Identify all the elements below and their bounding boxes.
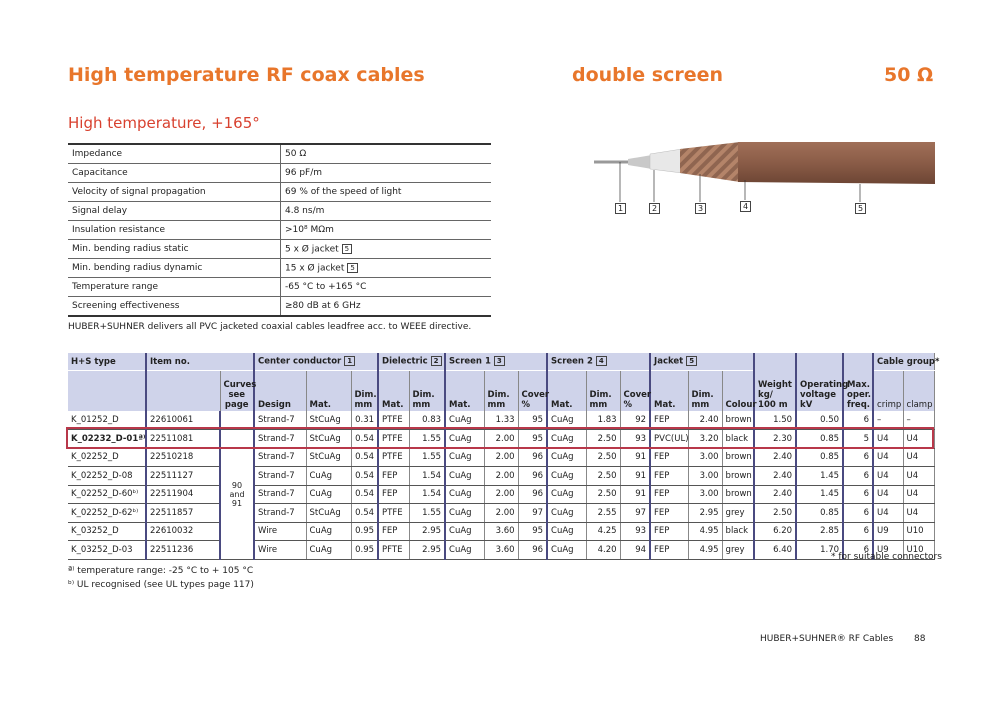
table-cell: Strand-7	[254, 504, 306, 523]
col-design: Design	[254, 371, 306, 412]
table-cell: 0.54	[351, 504, 378, 523]
table-cell: 2.40	[754, 448, 796, 467]
table-cell: PTFE	[378, 430, 409, 449]
table-cell: Strand-7	[254, 448, 306, 467]
table-cell: 6	[843, 467, 873, 486]
table-cell: 95	[518, 522, 547, 541]
table-cell: 92	[620, 411, 650, 430]
table-cell: 2.00	[484, 485, 518, 504]
table-cell: CuAg	[445, 448, 484, 467]
table-cell: CuAg	[547, 485, 586, 504]
cable-label-5: 5	[855, 203, 866, 214]
table-cell: 5	[843, 430, 873, 449]
property-value: >10⁸ MΩm	[281, 221, 492, 240]
table-cell: FEP	[650, 504, 688, 523]
table-cell: black	[722, 430, 754, 449]
table-cell: 3.00	[688, 448, 722, 467]
table-cell: FEP	[378, 485, 409, 504]
table-cell: U4	[873, 430, 903, 449]
table-cell: StCuAg	[306, 430, 351, 449]
col-voltage: Operating voltage kV	[796, 353, 843, 411]
property-value: ≥80 dB at 6 GHz	[281, 297, 492, 317]
table-cell: 96	[518, 541, 547, 560]
table-cell: CuAg	[445, 485, 484, 504]
table-cell: U4	[903, 467, 934, 486]
property-row	[68, 278, 491, 297]
col-screen1-cover: Cover %	[518, 371, 547, 412]
table-cell: StCuAg	[306, 504, 351, 523]
property-value: 69 % of the speed of light	[281, 183, 492, 202]
table-cell: 2.95	[409, 522, 445, 541]
ref-box: 5	[342, 244, 352, 254]
table-cell: CuAg	[445, 541, 484, 560]
table-cell: 91	[620, 467, 650, 486]
table-cell: K_02252_D-60ᵇ⁾	[68, 485, 146, 504]
property-key: Signal delay	[68, 202, 281, 221]
table-row	[68, 448, 934, 467]
table-cell: U9	[873, 522, 903, 541]
col-screen2-mat: Mat.	[547, 371, 586, 412]
table-cell: FEP	[650, 485, 688, 504]
col-crimp: crimp	[873, 371, 903, 412]
cable-label-4: 4	[740, 201, 751, 212]
property-key: Screening effectiveness	[68, 297, 281, 317]
lead-note: HUBER+SUHNER delivers all PVC jacketed coaxial cables leadfree acc. to WEEE directive.	[68, 322, 472, 332]
col-jacket: Jacket 5	[650, 353, 754, 371]
table-cell: CuAg	[445, 522, 484, 541]
table-cell: PFTE	[378, 541, 409, 560]
table-cell: 22511904	[146, 485, 220, 504]
col-screen2-dim: Dim. mm	[586, 371, 620, 412]
col-screen1: Screen 1 3	[445, 353, 547, 371]
table-cell: 93	[620, 430, 650, 449]
table-cell: brown	[722, 448, 754, 467]
table-cell: 0.54	[351, 467, 378, 486]
table-cell: 2.50	[586, 430, 620, 449]
table-cell: PTFE	[378, 504, 409, 523]
table-cell: 1.50	[754, 411, 796, 430]
table-cell: CuAg	[547, 541, 586, 560]
table-cell: CuAg	[547, 448, 586, 467]
table-cell: Strand-7	[254, 430, 306, 449]
property-row	[68, 183, 491, 202]
table-cell: 0.54	[351, 485, 378, 504]
page-footer	[760, 634, 925, 644]
table-cell: brown	[722, 411, 754, 430]
curves-reference: 90 and 91	[220, 430, 254, 560]
table-cell: Strand-7	[254, 411, 306, 430]
table-cell: U4	[903, 504, 934, 523]
property-value: 4.8 ns/m	[281, 202, 492, 221]
table-cell: U4	[903, 485, 934, 504]
table-cell: 22511236	[146, 541, 220, 560]
table-cell: grey	[722, 504, 754, 523]
table-cell: 2.00	[484, 467, 518, 486]
col-screen1-dim: Dim. mm	[484, 371, 518, 412]
highlighted-row-outline	[66, 427, 934, 449]
cable-label-2: 2	[649, 203, 660, 214]
property-row	[68, 144, 491, 164]
table-cell: 0.85	[796, 430, 843, 449]
table-cell: 3.00	[688, 467, 722, 486]
table-cell: brown	[722, 485, 754, 504]
footnote-a: ª⁾ temperature range: -25 °C to + 105 °C	[68, 566, 254, 576]
table-cell: U4	[873, 467, 903, 486]
table-cell: K_03252_D-03	[68, 541, 146, 560]
table-cell: U4	[903, 448, 934, 467]
properties-table	[68, 143, 491, 317]
cable-data-table	[68, 353, 940, 560]
property-row	[68, 259, 491, 278]
table-cell: U4	[873, 504, 903, 523]
table-cell: 1.45	[796, 467, 843, 486]
table-cell: CuAg	[445, 467, 484, 486]
table-cell: StCuAg	[306, 411, 351, 430]
table-cell: 4.20	[586, 541, 620, 560]
page-number: 88	[914, 634, 926, 644]
cable-label-1: 1	[615, 203, 626, 214]
table-cell: 3.60	[484, 522, 518, 541]
table-cell: 1.83	[586, 411, 620, 430]
table-cell: grey	[722, 541, 754, 560]
table-cell: 6	[843, 541, 873, 560]
table-cell: U9	[873, 541, 903, 560]
table-cell: FEP	[378, 522, 409, 541]
property-key: Min. bending radius dynamic	[68, 259, 281, 278]
table-cell: 2.50	[754, 504, 796, 523]
table-cell: 4.95	[688, 522, 722, 541]
table-cell: 0.50	[796, 411, 843, 430]
col-jacket-colour: Colour	[722, 371, 754, 412]
table-cell: 2.95	[409, 541, 445, 560]
table-cell: CuAg	[547, 467, 586, 486]
table-cell: 2.50	[586, 485, 620, 504]
table-cell: CuAg	[445, 504, 484, 523]
table-cell: 2.55	[586, 504, 620, 523]
table-cell: FEP	[378, 467, 409, 486]
property-key: Min. bending radius static	[68, 240, 281, 259]
table-cell: 6	[843, 448, 873, 467]
table-cell: 22610032	[146, 522, 220, 541]
col-jacket-mat: Mat.	[650, 371, 688, 412]
table-cell: 0.54	[351, 448, 378, 467]
table-cell: 2.00	[484, 430, 518, 449]
table-cell: PTFE	[378, 411, 409, 430]
table-cell: 22610061	[146, 411, 220, 430]
table-cell: FEP	[650, 522, 688, 541]
table-cell: 0.85	[796, 504, 843, 523]
table-cell: CuAg	[547, 430, 586, 449]
col-screen2: Screen 2 4	[547, 353, 650, 371]
table-row	[68, 485, 934, 504]
table-cell: FEP	[650, 467, 688, 486]
table-cell: 1.33	[484, 411, 518, 430]
table-cell: 6.40	[754, 541, 796, 560]
table-cell: 0.95	[351, 522, 378, 541]
table-cell: U4	[873, 448, 903, 467]
table-row	[68, 467, 934, 486]
table-row	[68, 522, 934, 541]
table-cell: 2.30	[754, 430, 796, 449]
table-cell: K_02252_D-62ᵇ⁾	[68, 504, 146, 523]
footnote-b: ᵇ⁾ UL recognised (see UL types page 117)	[68, 580, 254, 590]
table-cell: 1.54	[409, 467, 445, 486]
table-cell: 2.00	[484, 504, 518, 523]
table-cell: 2.85	[796, 522, 843, 541]
table-cell: CuAg	[306, 541, 351, 560]
table-cell: FEP	[650, 448, 688, 467]
connector-note: * for suitable connectors	[831, 552, 942, 562]
table-cell: 2.40	[754, 485, 796, 504]
table-cell: 4.25	[586, 522, 620, 541]
table-cell: K_02252_D-08	[68, 467, 146, 486]
table-cell: 0.31	[351, 411, 378, 430]
property-value: 15 x Ø jacket 5	[281, 259, 492, 278]
property-value: 50 Ω	[281, 144, 492, 164]
col-hs-type: H+S type	[68, 353, 146, 371]
table-cell: CuAg	[306, 485, 351, 504]
col-dielectric: Dielectric 2	[378, 353, 445, 371]
table-row	[68, 541, 934, 560]
cable-illustration	[590, 140, 935, 224]
table-cell: CuAg	[306, 467, 351, 486]
table-cell: U10	[903, 522, 934, 541]
col-cable-group: Cable group*	[873, 353, 934, 371]
col-max-freq: Max. oper. freq.	[843, 353, 873, 411]
table-cell: FEP	[650, 541, 688, 560]
table-cell: K_02232_D-01ª⁾	[68, 430, 146, 449]
table-cell: 6	[843, 485, 873, 504]
col-dielectric-dim: Dim. mm	[409, 371, 445, 412]
col-center-conductor: Center conductor 1	[254, 353, 378, 371]
col-weight: Weight kg/ 100 m	[754, 353, 796, 411]
property-row	[68, 202, 491, 221]
ref-box: 5	[347, 263, 357, 273]
table-cell: CuAg	[445, 411, 484, 430]
table-cell: 3.00	[688, 485, 722, 504]
property-key: Impedance	[68, 144, 281, 164]
table-cell: StCuAg	[306, 448, 351, 467]
table-cell: –	[903, 411, 934, 430]
col-screen2-cover: Cover %	[620, 371, 650, 412]
table-cell: 2.40	[754, 467, 796, 486]
table-cell: Wire	[254, 541, 306, 560]
col-dielectric-mat: Mat.	[378, 371, 409, 412]
table-cell: 0.95	[351, 541, 378, 560]
table-cell: 97	[518, 504, 547, 523]
table-cell: 1.45	[796, 485, 843, 504]
property-value: 5 x Ø jacket 5	[281, 240, 492, 259]
table-cell: CuAg	[547, 411, 586, 430]
table-row	[68, 504, 934, 523]
table-cell: K_01252_D	[68, 411, 146, 430]
table-cell: CuAg	[547, 504, 586, 523]
table-cell: 97	[620, 504, 650, 523]
table-cell: FEP	[650, 411, 688, 430]
table-cell: U4	[903, 430, 934, 449]
table-cell: 4.95	[688, 541, 722, 560]
table-cell: 0.85	[796, 448, 843, 467]
table-cell: 2.50	[586, 448, 620, 467]
property-value: -65 °C to +165 °C	[281, 278, 492, 297]
table-cell: Strand-7	[254, 467, 306, 486]
table-cell: 22511857	[146, 504, 220, 523]
table-cell: 6	[843, 504, 873, 523]
property-key: Capacitance	[68, 164, 281, 183]
table-cell: 3.20	[688, 430, 722, 449]
table-cell: 2.00	[484, 448, 518, 467]
table-cell: –	[873, 411, 903, 430]
table-cell: 96	[518, 485, 547, 504]
table-cell: 6.20	[754, 522, 796, 541]
table-cell: 96	[518, 448, 547, 467]
table-cell: PVC(UL)	[650, 430, 688, 449]
table-cell: Strand-7	[254, 485, 306, 504]
table-cell: 96	[518, 467, 547, 486]
col-center-mat: Mat.	[306, 371, 351, 412]
impedance-label: 50 Ω	[884, 64, 934, 86]
table-cell: 22510218	[146, 448, 220, 467]
table-cell: 1.55	[409, 448, 445, 467]
table-cell: 2.95	[688, 504, 722, 523]
col-screen1-mat: Mat.	[445, 371, 484, 412]
table-cell: 0.83	[409, 411, 445, 430]
page-title: High temperature RF coax cables	[68, 64, 425, 86]
table-cell: 91	[620, 448, 650, 467]
table-cell: 0.54	[351, 430, 378, 449]
col-clamp: clamp	[903, 371, 934, 412]
table-cell: 95	[518, 411, 547, 430]
table-cell: 2.50	[586, 467, 620, 486]
table-cell: brown	[722, 467, 754, 486]
table-cell: black	[722, 522, 754, 541]
col-jacket-dim: Dim. mm	[688, 371, 722, 412]
table-cell: 95	[518, 430, 547, 449]
property-row	[68, 221, 491, 240]
table-cell: 94	[620, 541, 650, 560]
property-key: Insulation resistance	[68, 221, 281, 240]
property-key: Temperature range	[68, 278, 281, 297]
col-center-dim: Dim. mm	[351, 371, 378, 412]
table-cell: 93	[620, 522, 650, 541]
table-cell: K_02252_D	[68, 448, 146, 467]
table-cell: U10	[903, 541, 934, 560]
table-cell: 1.54	[409, 485, 445, 504]
table-cell: 6	[843, 522, 873, 541]
property-row	[68, 164, 491, 183]
table-cell: 1.70	[796, 541, 843, 560]
section-label: double screen	[572, 64, 724, 86]
property-key: Velocity of signal propagation	[68, 183, 281, 202]
property-row	[68, 240, 491, 259]
table-cell: PTFE	[378, 448, 409, 467]
footer-brand: HUBER+SUHNER® RF Cables	[760, 634, 894, 644]
table-cell: CuAg	[306, 522, 351, 541]
table-cell: 91	[620, 485, 650, 504]
table-cell: U4	[873, 485, 903, 504]
property-value: 96 pF/m	[281, 164, 492, 183]
table-cell: Wire	[254, 522, 306, 541]
table-cell: 6	[843, 411, 873, 430]
table-cell: K_03252_D	[68, 522, 146, 541]
property-row	[68, 297, 491, 317]
table-cell: CuAg	[547, 522, 586, 541]
table-cell: 1.55	[409, 504, 445, 523]
table-cell: 22511081	[146, 430, 220, 449]
table-cell: CuAg	[445, 430, 484, 449]
cable-label-3: 3	[695, 203, 706, 214]
table-cell: 3.60	[484, 541, 518, 560]
subtitle: High temperature, +165°	[68, 114, 260, 132]
col-item-no: Item no.	[146, 353, 254, 371]
table-cell: 1.55	[409, 430, 445, 449]
table-cell: 2.40	[688, 411, 722, 430]
table-cell: 22511127	[146, 467, 220, 486]
col-curves: Curves see page	[220, 371, 254, 412]
